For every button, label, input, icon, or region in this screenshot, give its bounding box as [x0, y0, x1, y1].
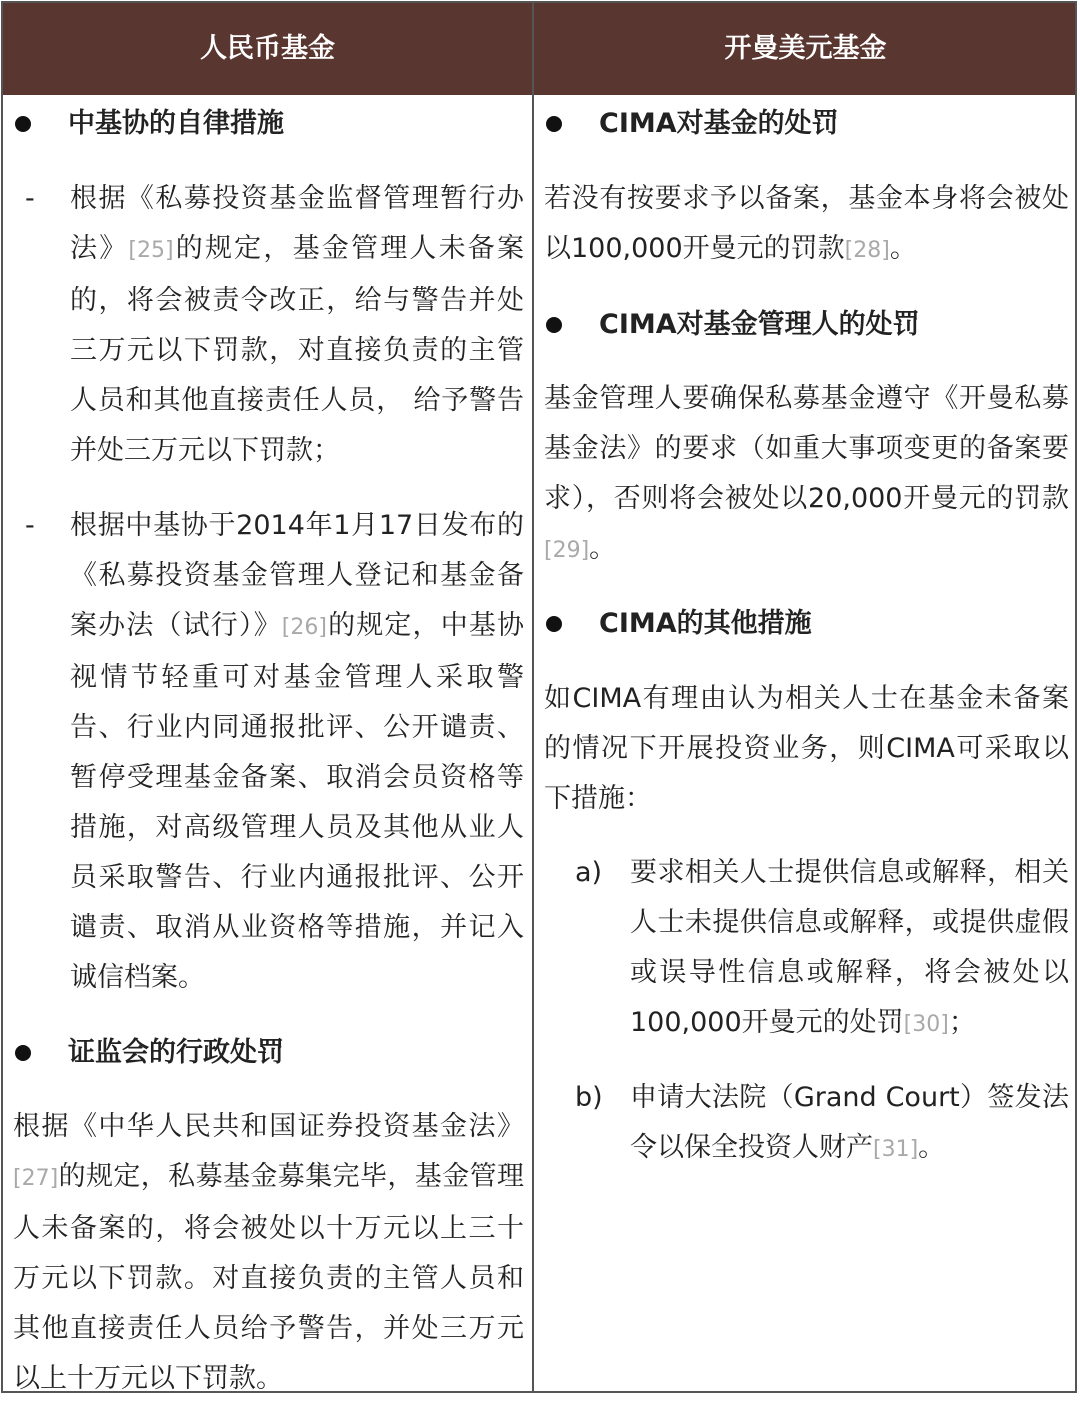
bullet-icon [546, 317, 562, 333]
footnote-ref[interactable]: [30] [903, 1012, 949, 1037]
list-item-a: a) 要求相关人士提供信息或解释，相关人士未提供信息或解释，或提供虚假或误导性信息或解释，将会被处以100,000开曼元的处罚[30]； [544, 848, 1069, 1050]
bullet-icon [15, 116, 31, 132]
bullet-icon [546, 616, 562, 632]
paragraph-manager-penalty: 基金管理人要确保私募基金遵守《开曼私募基金法》的要求（如重大事项变更的备案要求），否则将会被处以20,000开曼元的罚款[29]。 [544, 383, 1069, 564]
dash-marker: - [25, 510, 35, 541]
rmb-fund-column [3, 95, 532, 1394]
list-item-interim-measures: - 根据《私募投资基金监督管理暂行办法》[25]的规定，基金管理人未备案的，将会被责令改正，给与警告并处三万元以下罚款，对直接负责的主管人员和其他直接责任人员， 给予警告并处三万元以下罚款； [13, 174, 524, 476]
comparison-table [1, 1, 1077, 1393]
bullet-icon [15, 1045, 31, 1061]
paragraph-fund-penalty: 若没有按要求予以备案，基金本身将会被处以100,000开曼元的罚款[28]。 [544, 183, 1069, 264]
heading-amac-self-regulation: 中基协的自律措施 [13, 99, 524, 149]
dash-marker: - [25, 183, 35, 214]
list-marker-b: b) [575, 1082, 603, 1113]
list-item-b: b) 申请大法院（Grand Court）签发法令以保全投资人财产[31]。 [544, 1073, 1069, 1175]
list-item-registration-measures: - 根据中基协于2014年1月17日发布的《私募投资基金管理人登记和基金备案办法（试行）》[26]的规定，中基协视情节轻重可对基金管理人采取警告、行业内同通报批评、公开谴责、暂停受理基金备案、取消会员资格等措施，对高级管理人员及其他从业人员采取警告、行业内通报批评、公开谴责、取消从业资格等措施，并记入诚信档案。 [13, 501, 524, 1003]
bullet-icon [546, 116, 562, 132]
header-rmb-fund: 人民币基金 [200, 33, 335, 64]
footnote-ref[interactable]: [28] [844, 238, 890, 263]
paragraph-fund-law: 根据《中华人民共和国证券投资基金法》[27]的规定，私募基金募集完毕，基金管理人未备案的，将会被处以十万元以上三十万元以下罚款。对直接负责的主管人员和其他直接责任人员给予警告，并处三万元以上十万元以下罚款。 [13, 1111, 524, 1394]
footnote-ref[interactable]: [31] [873, 1137, 919, 1162]
cayman-fund-column [534, 95, 1077, 1391]
heading-cima-fund-penalty: CIMA对基金的处罚 [544, 99, 1069, 149]
footnote-ref[interactable]: [27] [13, 1166, 59, 1191]
header-cayman-usd-fund: 开曼美元基金 [724, 33, 887, 64]
list-marker-a: a) [575, 857, 603, 888]
footnote-ref[interactable]: [26] [281, 615, 327, 640]
footnote-ref[interactable]: [25] [128, 238, 174, 263]
paragraph-other-measures: 如CIMA有理由认为相关人士在基金未备案的情况下开展投资业务，则CIMA可采取以下措施： [544, 683, 1069, 814]
footnote-ref[interactable]: [29] [544, 538, 590, 563]
heading-cima-other-measures: CIMA的其他措施 [544, 599, 1069, 649]
table-header [3, 3, 1075, 95]
heading-cima-manager-penalty: CIMA对基金管理人的处罚 [544, 300, 1069, 350]
heading-csrc-penalty: 证监会的行政处罚 [13, 1028, 524, 1078]
